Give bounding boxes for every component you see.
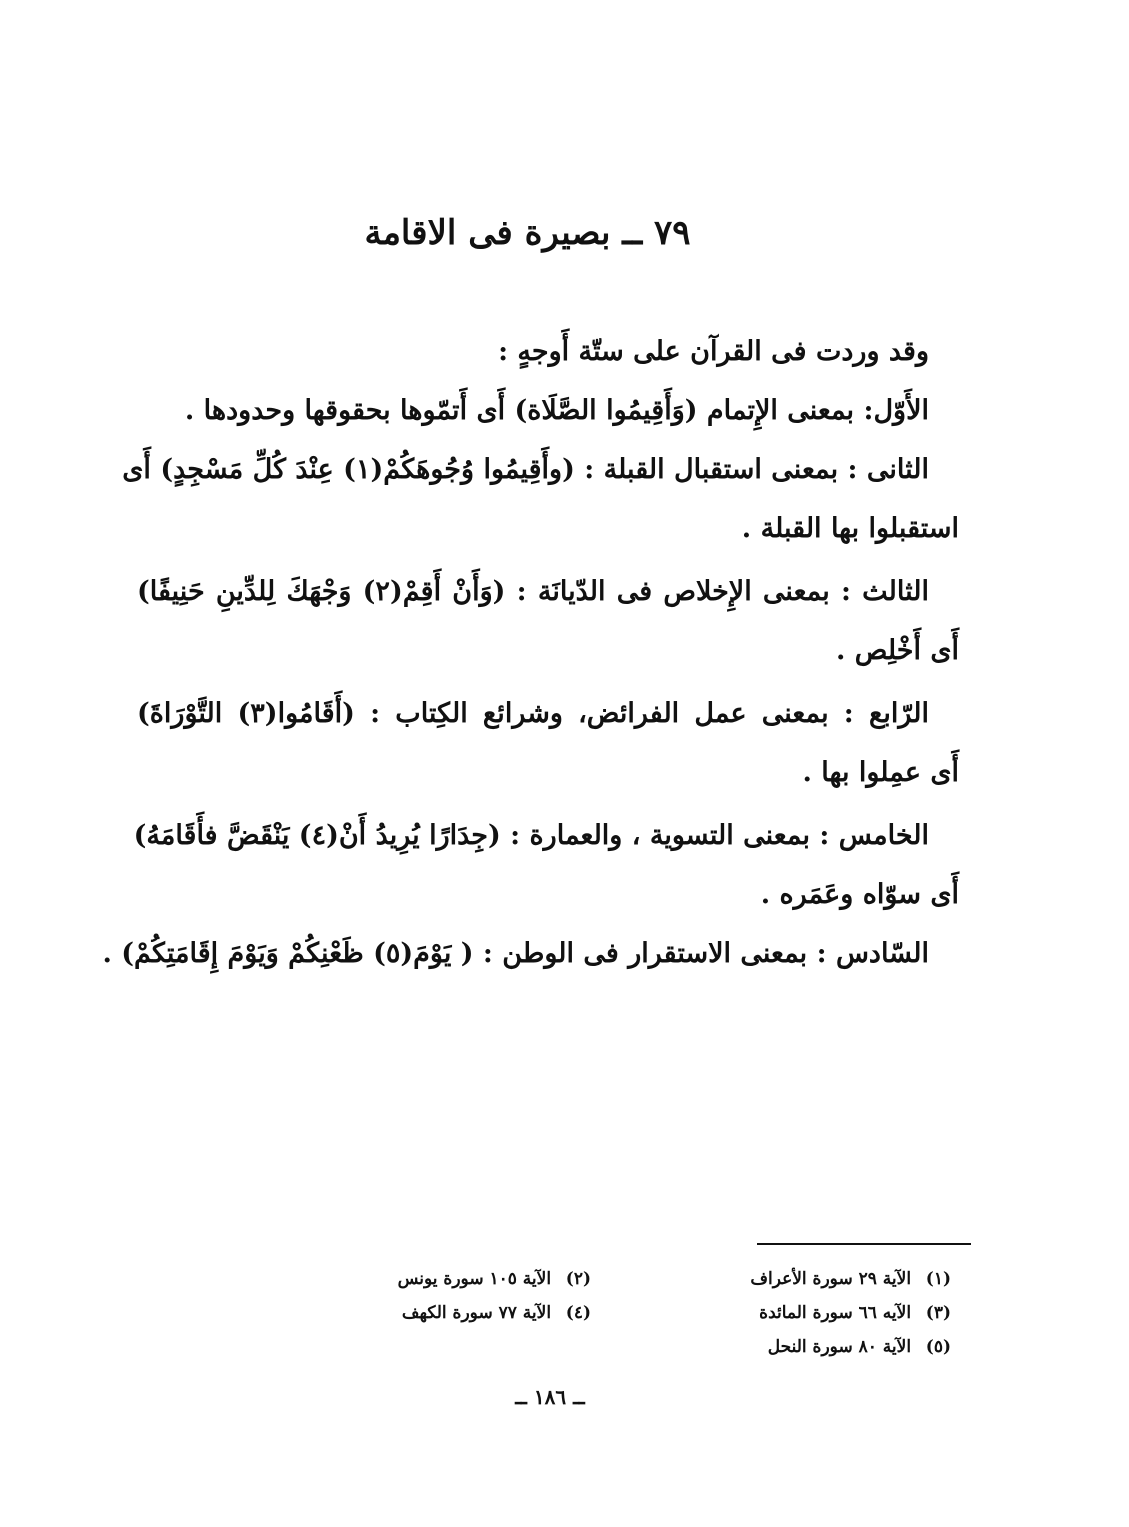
footnote-number: (٥) bbox=[925, 1337, 951, 1357]
paragraph-first: الأَوّل: بمعنى الإِتمام (وَأَقِيمُوا الصَّلَاة) أَى أَتمّوها بحقوقها وحدودها . bbox=[184, 395, 929, 426]
paragraph-third-line-1: الثالث : بمعنى الإِخلاص فى الدّيانَة : (وَأَنْ أَقِمْ(٢) وَجْهَكَ لِلدِّينِ حَنِيفًا) bbox=[137, 576, 929, 607]
footnote-item bbox=[591, 1262, 951, 1296]
footnote-row bbox=[231, 1262, 951, 1296]
footnote-text: الآية ٢٩ سورة الأعراف bbox=[750, 1269, 912, 1289]
footnote-row bbox=[231, 1330, 951, 1364]
footnote-text: الآية ٧٧ سورة الكهف bbox=[401, 1303, 552, 1323]
paragraph-sixth: السّادس : بمعنى الاستقرار فى الوطن : ( يَوْمَ(٥) ظَعْنِكُمْ وَيَوْمَ إِقَامَتِكُمْ) . bbox=[102, 938, 929, 969]
footnote-item bbox=[231, 1262, 591, 1296]
paragraph-fourth-line-2: أَى عمِلوا بها . bbox=[802, 757, 959, 788]
paragraph-third-line-2: أَى أَخْلِص . bbox=[835, 635, 959, 666]
paragraph-fourth-line-1: الرّابع : بمعنى عمل الفرائض، وشرائع الكِتاب : (أَقَامُوا(٣) التَّوْرَاةَ) bbox=[137, 698, 929, 729]
paragraph-second-line-2: استقبلوا بها القبلة . bbox=[741, 513, 959, 544]
footnote-number: (٣) bbox=[925, 1303, 951, 1323]
footnote-text: الآية ٨٠ سورة النحل bbox=[767, 1337, 912, 1357]
footnote-item bbox=[591, 1330, 951, 1364]
page-title: ٧٩ ــ بصيرة فى الاقامة bbox=[364, 213, 691, 253]
footnote-text: الآيه ٦٦ سورة المائدة bbox=[759, 1303, 912, 1323]
footnote-divider bbox=[757, 1243, 971, 1245]
paragraph-fifth-line-1: الخامس : بمعنى التسوية ، والعمارة : (جِدَارًا يُرِيدُ أَنْ(٤) يَنْقَضَّ فأَقَامَهُ) bbox=[133, 820, 929, 851]
footnote-number: (٢) bbox=[565, 1269, 591, 1289]
footnote-item bbox=[591, 1296, 951, 1330]
body-text bbox=[102, 322, 959, 983]
intro-line: وقد وردت فى القرآن على ستّة أَوجهٍ : bbox=[498, 336, 929, 367]
footnote-item bbox=[231, 1296, 591, 1330]
paragraph-second-line-1: الثانى : بمعنى استقبال القبلة : (وأَقِيمُوا وُجُوهَكُمْ(١) عِنْدَ كُلِّ مَسْجِدٍ) أَى bbox=[122, 454, 929, 485]
footnote-text: الآية ١٠٥ سورة يونس bbox=[397, 1269, 552, 1289]
footnotes bbox=[231, 1262, 951, 1364]
paragraph-fifth-line-2: أَى سوّاه وعَمَره . bbox=[760, 879, 959, 910]
footnote-row bbox=[231, 1296, 951, 1330]
page-number: ــ ١٨٦ ــ bbox=[515, 1385, 585, 1409]
footnote-number: (٤) bbox=[565, 1303, 591, 1323]
footnote-number: (١) bbox=[925, 1269, 951, 1289]
